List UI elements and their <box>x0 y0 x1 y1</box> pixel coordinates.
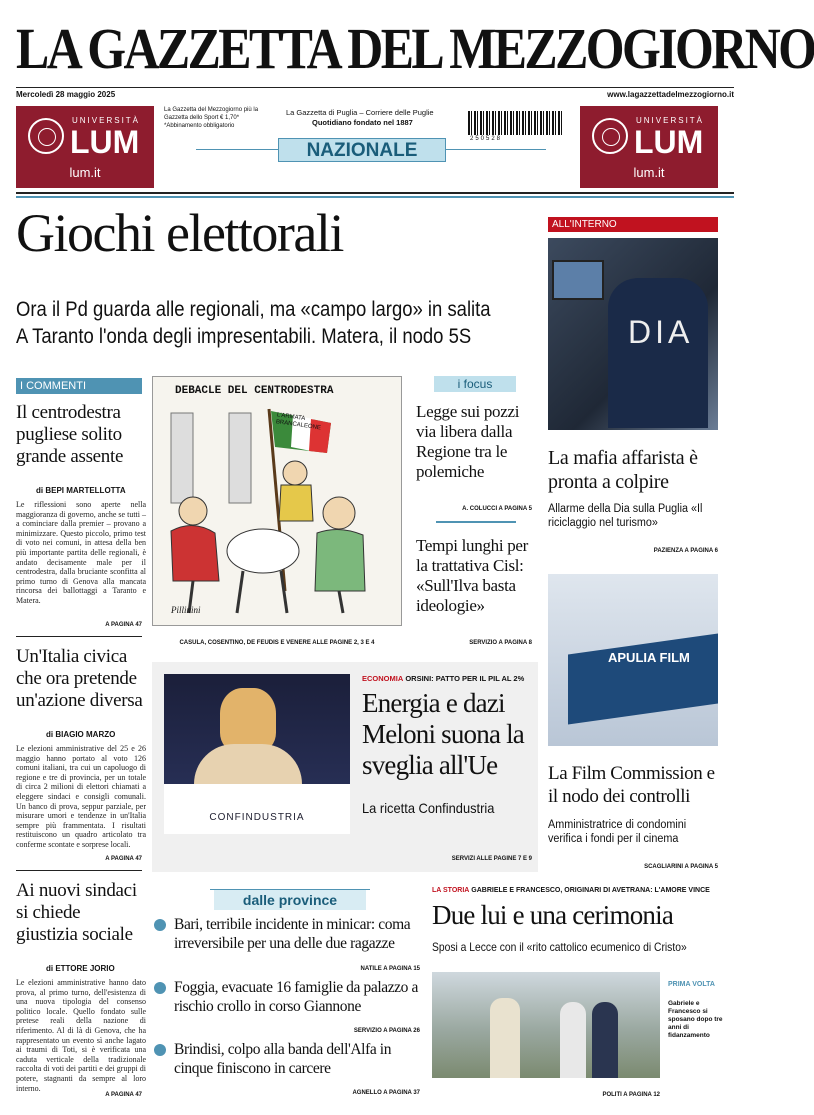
storia-ref[interactable]: POLITI A PAGINA 12 <box>602 1092 660 1098</box>
province-ref-3[interactable]: AGNELLO A PAGINA 37 <box>352 1090 420 1096</box>
lum-seal-icon <box>28 118 64 154</box>
dia-photo[interactable] <box>548 238 718 430</box>
lum-ad-right[interactable] <box>580 106 718 188</box>
comment-byline-3: di ETTORE JORIO <box>46 964 115 973</box>
comment-text-2: Le elezioni amministrative del 25 e 26 maggio hanno portato al voto 126 comuni italiani, tra cui un capoluogo di regione e tre di provincia, per un totale di circa 2 milioni di elettori chiamati a eleggere sindaci e consigli comunali. Un banco di prova, seppur parziale, per misurare umori e tendenze in un'Italia sempre più frammentata. I risultati restituiscono un quadro articolato tra conferme scontate e sorprese locali. <box>16 744 146 849</box>
economia-sub: La ricetta Confindustria <box>362 800 495 816</box>
province-ref-2[interactable]: SERVIZIO A PAGINA 26 <box>353 1028 420 1034</box>
lum-seal-icon <box>592 118 628 154</box>
site-url[interactable]: www.lagazzettadelmezzogiorno.it <box>607 90 734 99</box>
article-title-film[interactable]: La Film Commission e il nodo dei controlli <box>548 763 715 807</box>
lead-sub-1[interactable]: Ora il Pd guarda alle regionali, ma «campo largo» in salita <box>16 298 491 321</box>
cartoon-signature: Pillinini <box>171 605 201 615</box>
comment-title-2[interactable]: Un'Italia civica che ora pretende un'azione diversa <box>16 646 143 711</box>
cartoon[interactable] <box>152 376 402 626</box>
storia-kicker <box>432 887 710 894</box>
comment-ref-3[interactable]: A PAGINA 47 <box>105 1092 142 1098</box>
comment-title-3[interactable]: Ai nuovi sindaci si chiede giustizia sociale <box>16 880 137 945</box>
article-ref-film[interactable]: SCAGLIARINI A PAGINA 5 <box>644 864 718 870</box>
ad-url: lum.it <box>69 165 101 180</box>
divider <box>436 521 516 523</box>
photo-figure <box>592 1002 618 1078</box>
edition-label: NAZIONALE <box>278 138 446 162</box>
cartoon-title: DEBACLE DEL CENTRODESTRA <box>175 385 334 397</box>
bullet-icon <box>154 982 166 994</box>
comment-byline-2: di BIAGIO MARZO <box>46 730 116 739</box>
province-ref-1[interactable]: NATILE A PAGINA 15 <box>360 966 420 972</box>
photo-face <box>220 688 276 752</box>
economia-title[interactable]: Energia e dazi Meloni suona la sveglia all'Ue <box>362 688 524 780</box>
photo-building <box>568 633 718 724</box>
article-sub-mafia: Allarme della Dia sulla Puglia «Il riciclaggio nel turismo» <box>548 503 703 529</box>
storia-side-text: Gabriele e Francesco si sposano dopo tre anni di fidanzamento <box>668 1000 723 1039</box>
confindustria-label: CONFINDUSTRIA <box>209 812 305 823</box>
cartoon-flag-text: L'ARMATA BRANCALEONE <box>275 412 322 432</box>
ad-brand: LUM <box>634 124 704 160</box>
comment-byline-1: di BEPI MARTELLOTTA <box>36 486 126 495</box>
kicker-label: LA STORIA <box>432 887 470 894</box>
divider <box>16 192 734 194</box>
economia-ref[interactable]: SERVIZI ALLE PAGINE 7 E 9 <box>451 856 532 862</box>
ad-brand: LUM <box>70 124 140 160</box>
divider <box>16 636 142 637</box>
ad-url: lum.it <box>633 165 665 180</box>
lum-ad-left[interactable] <box>16 106 154 188</box>
kicker-text: GABRIELE E FRANCESCO, ORIGINARI DI AVETRANA: L'AMORE VINCE <box>471 887 710 894</box>
economia-kicker <box>362 674 524 683</box>
focus-title-1[interactable]: Legge sui pozzi via libera dalla Regione tra le polemiche <box>416 402 520 481</box>
province-item-3[interactable]: Brindisi, colpo alla banda dell'Alfa in cinque finiscono in carcere <box>174 1041 392 1077</box>
focus-ref-2[interactable]: SERVIZIO A PAGINA 8 <box>469 640 532 646</box>
price-note: La Gazzetta del Mezzogiorno più la Gazzetta dello Sport € 1,70* *Abbinamento obbligatorio <box>164 107 259 129</box>
comment-text-1: Le riflessioni sono aperte nella maggioranza di governo, anche se tutti – a cominciare dalla premier – provano a minimizzare. Questo piccolo, primo test di voto nei comuni, in attesa della ben più importante partita delle regionali, è andato decisamente male per il centrodestra, dalla bruciante sconfitta al primo turno di Genova alla mancata rincorsa dei ballottaggi a Taranto e Matera. <box>16 500 146 605</box>
divider-accent <box>16 196 734 198</box>
province-item-1[interactable]: Bari, terribile incidente in minicar: coma irreversibile per una delle due ragazze <box>174 916 411 952</box>
kicker-label: ECONOMIA <box>362 674 404 683</box>
photo-monitor <box>552 260 604 300</box>
issue-date: Mercoledì 28 maggio 2025 <box>16 90 116 99</box>
bullet-icon <box>154 1044 166 1056</box>
lead-sub-2[interactable]: A Taranto l'onda degli impresentabili. Matera, il nodo 5S <box>16 325 472 348</box>
comment-ref-1[interactable]: A PAGINA 47 <box>105 622 142 628</box>
photo-podium <box>164 784 350 834</box>
storia-title[interactable]: Due lui e una cerimonia <box>432 900 674 930</box>
section-label-province: dalle province <box>214 890 366 910</box>
storia-sub: Sposi a Lecce con il «rito cattolico ecumenico di Cristo» <box>432 940 687 954</box>
article-title-mafia[interactable]: La mafia affarista è pronta a colpire <box>548 447 698 493</box>
barcode-icon <box>468 111 564 135</box>
ad-university-label: UNIVERSITÀ <box>72 116 141 125</box>
article-sub-film: Amministratrice di condomini verifica i fondi per il cinema <box>548 819 687 845</box>
comment-text-3: Le elezioni amministrative hanno dato prova, al primo turno, dell'esistenza di una nuova tipologia del consenso politico locale. Quello fondato sulle pretese reali della nazione di riferimento. Al di là di Genova, che ha rappresentato un evento sì anche lagato ai traumi di Toti, si è verificata una caduta verticale della tradizionale raccolta di voti dei partiti e dei gruppi di potere, stagnanti da sempre al loro interno. <box>16 978 146 1093</box>
divider <box>16 87 734 88</box>
cartoon-drawing <box>153 401 401 625</box>
dia-photo-text: DIA <box>628 314 694 350</box>
photo-figure <box>560 1002 586 1078</box>
lead-headline[interactable]: Giochi elettorali <box>16 203 343 263</box>
masthead-title: LA GAZZETTA DEL MEZZOGIORNO <box>16 16 814 81</box>
section-label-commenti: I COMMENTI <box>16 378 142 394</box>
wedding-photo[interactable] <box>432 972 660 1078</box>
barcode-number: 250528 <box>470 136 503 142</box>
focus-ref-1[interactable]: A. COLUCCI A PAGINA 5 <box>462 506 532 512</box>
photo-figure <box>608 278 708 428</box>
founded-note: Quotidiano fondato nel 1887 <box>312 118 413 127</box>
storia-side-label: PRIMA VOLTA <box>668 981 715 988</box>
section-label-focus: i focus <box>434 376 516 392</box>
article-ref-mafia[interactable]: PAZIENZA A PAGINA 6 <box>653 548 718 554</box>
focus-title-2[interactable]: Tempi lunghi per la trattativa Cisl: «Sull'Ilva basta ideologie» <box>416 536 529 615</box>
ad-university-label: UNIVERSITÀ <box>636 116 705 125</box>
section-label-allinterno: ALL'INTERNO <box>548 217 718 232</box>
cartoon-caption[interactable]: CASULA, COSENTINO, DE FEUDIS E VENERE ALLE PAGINE 2, 3 E 4 <box>179 640 375 646</box>
province-item-2[interactable]: Foggia, evacuate 16 famiglie da palazzo a rischio crollo in corso Giannone <box>174 979 418 1015</box>
comment-ref-2[interactable]: A PAGINA 47 <box>105 856 142 862</box>
meloni-photo[interactable] <box>164 674 350 834</box>
film-sign-text: APULIA FILM <box>608 650 690 665</box>
partner-papers: La Gazzetta di Puglia – Corriere delle Puglie <box>286 108 434 117</box>
kicker-text: ORSINI: PATTO PER IL PIL AL 2% <box>405 674 525 683</box>
film-commission-photo[interactable] <box>548 574 718 746</box>
comment-title-1[interactable]: Il centrodestra pugliese solito grande assente <box>16 402 124 467</box>
bullet-icon <box>154 919 166 931</box>
photo-figure <box>490 998 520 1078</box>
divider <box>16 870 142 871</box>
